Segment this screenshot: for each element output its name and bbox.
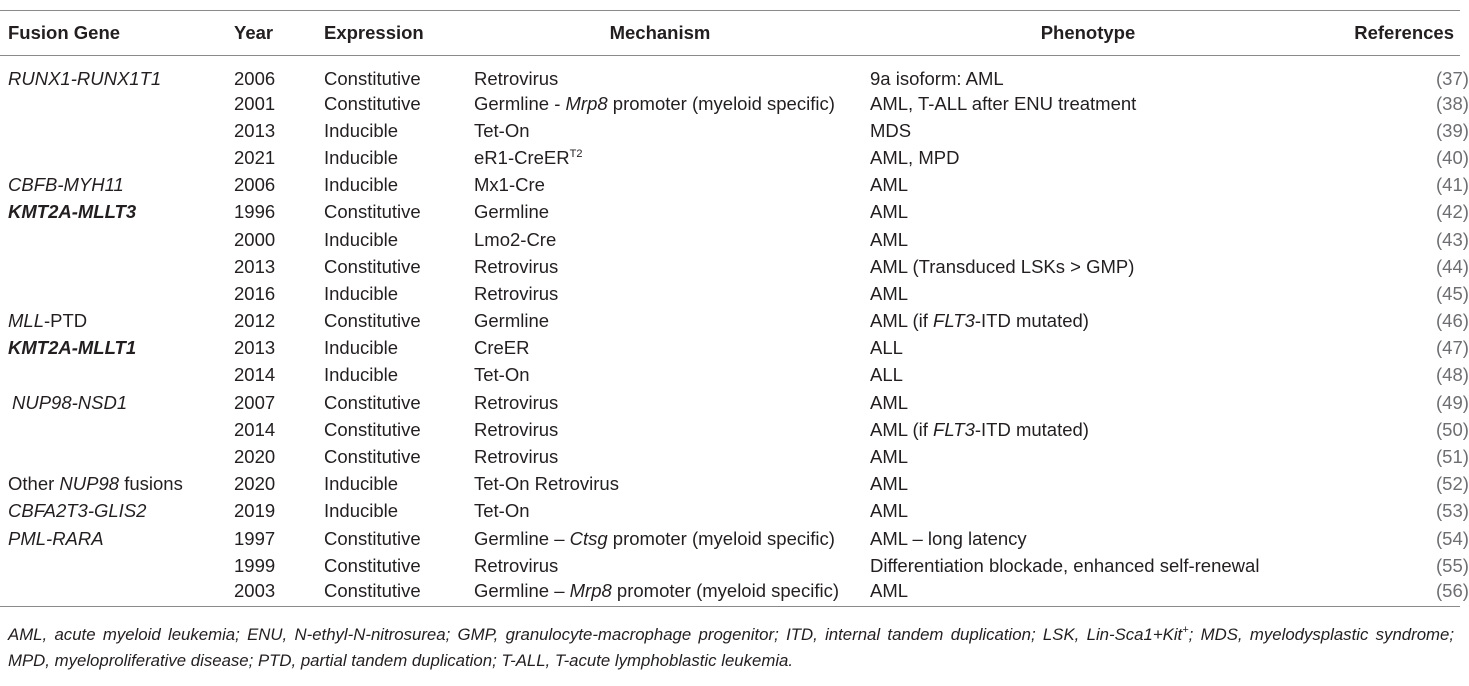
mechanism-cell: Tet-On [474, 500, 530, 522]
reference-cell: (55) [1436, 554, 1469, 576]
phenotype-text: AML (if [870, 310, 934, 332]
header-fusion-gene: Fusion Gene [0, 11, 222, 56]
reference-cell: (46) [1436, 310, 1469, 332]
expression-cell: Inducible [324, 282, 399, 304]
fusion-gene-cell [0, 117, 222, 144]
phenotype-text: -ITD mutated) [974, 310, 1089, 332]
reference-cell: (51) [1436, 446, 1469, 468]
mechanism-cell: Tet-On Retrovirus [474, 473, 619, 495]
year-cell: 2013 [234, 255, 276, 277]
expression-cell: Inducible [324, 473, 399, 495]
fusion-gene-cell [0, 416, 222, 443]
fusion-gene-cell [0, 253, 222, 280]
mechanism-text: eR1-CreER [474, 146, 570, 168]
fusion-gene-cell [0, 226, 222, 253]
year-cell: 2013 [234, 337, 276, 359]
table-row [0, 199, 1460, 226]
fusion-gene-cell: KMT2A-MLLT1 [8, 337, 137, 359]
phenotype-cell: AML [870, 473, 909, 495]
fusion-gene-table [0, 10, 1469, 607]
mechanism-cell: Tet-On [474, 119, 530, 141]
header-references: References [1318, 11, 1460, 56]
mechanism-cell: Retrovirus [474, 255, 559, 277]
reference-cell: (52) [1436, 473, 1469, 495]
year-cell: 2019 [234, 500, 276, 522]
table-row [0, 443, 1460, 470]
year-cell: 2001 [234, 92, 276, 114]
reference-cell: (50) [1436, 418, 1469, 440]
promoter-gene: Mrp8 [565, 92, 608, 114]
fusion-gene-cell [0, 443, 222, 470]
reference-cell: (42) [1436, 201, 1469, 223]
phenotype-cell: AML [870, 391, 909, 413]
footnote-superscript: + [1182, 624, 1189, 636]
table-row [0, 389, 1460, 416]
phenotype-cell [858, 308, 1318, 335]
phenotype-cell: AML [870, 500, 909, 522]
phenotype-cell: AML [870, 201, 909, 223]
table-row [0, 498, 1460, 525]
expression-cell: Constitutive [324, 579, 421, 601]
fusion-gene-cell [0, 471, 222, 498]
table-row [0, 56, 1460, 91]
gene-suffix: fusions [119, 473, 183, 495]
table-row [0, 362, 1460, 389]
year-cell: 2003 [234, 579, 276, 601]
fusion-gene-cell [0, 579, 222, 606]
phenotype-cell: AML [870, 446, 909, 468]
expression-cell: Inducible [324, 337, 399, 359]
year-cell: 1996 [234, 201, 276, 223]
table-row [0, 253, 1460, 280]
mechanism-cell: Germline [474, 310, 550, 332]
table-row [0, 90, 1460, 117]
table-row [0, 226, 1460, 253]
mechanism-text: promoter (myeloid specific) [607, 527, 835, 549]
expression-cell: Constitutive [324, 418, 421, 440]
phenotype-text: AML (if [870, 418, 934, 440]
reference-cell: (49) [1436, 391, 1469, 413]
promoter-gene: Ctsg [569, 527, 608, 549]
fusion-gene-cell: KMT2A-MLLT3 [8, 201, 137, 223]
phenotype-cell [858, 416, 1318, 443]
expression-cell: Constitutive [324, 92, 421, 114]
phenotype-cell: Differentiation blockade, enhanced self-renewal [870, 554, 1260, 576]
mechanism-cell: Retrovirus [474, 418, 559, 440]
reference-cell: (38) [1436, 92, 1469, 114]
gene-prefix: Other [8, 473, 60, 495]
reference-cell: (47) [1436, 337, 1469, 359]
reference-cell: (41) [1436, 174, 1469, 196]
year-cell: 2014 [234, 418, 276, 440]
mechanism-cell: CreER [474, 337, 530, 359]
gene-name: NUP98 [59, 473, 120, 495]
expression-cell: Inducible [324, 146, 399, 168]
phenotype-gene: FLT3 [933, 418, 975, 440]
phenotype-cell: AML [870, 228, 909, 250]
table-row [0, 579, 1460, 606]
mechanism-cell: Mx1-Cre [474, 174, 545, 196]
fusion-gene-cell: CBFB-MYH11 [8, 174, 124, 196]
reference-cell: (54) [1436, 527, 1469, 549]
mechanism-text: Germline - [474, 92, 566, 114]
fusion-gene-cell: NUP98-NSD1 [12, 391, 128, 413]
table-row [0, 525, 1460, 552]
reference-cell: (43) [1436, 228, 1469, 250]
table-row [0, 416, 1460, 443]
mechanism-cell [462, 579, 858, 606]
gene-suffix: -PTD [44, 310, 88, 332]
table-row [0, 172, 1460, 199]
phenotype-gene: FLT3 [933, 310, 975, 332]
fusion-gene-cell: CBFA2T3-GLIS2 [8, 500, 147, 522]
reference-cell: (45) [1436, 282, 1469, 304]
mechanism-cell [462, 525, 858, 552]
reference-cell: (48) [1436, 364, 1469, 386]
header-year: Year [222, 11, 312, 56]
phenotype-cell: MDS [870, 119, 912, 141]
mechanism-cell: Retrovirus [474, 391, 559, 413]
mechanism-text: promoter (myeloid specific) [607, 92, 835, 114]
year-cell: 2020 [234, 473, 276, 495]
expression-cell: Inducible [324, 119, 399, 141]
phenotype-text: -ITD mutated) [974, 418, 1089, 440]
header-mechanism: Mechanism [462, 11, 858, 56]
reference-cell: (37) [1436, 68, 1469, 89]
header-phenotype: Phenotype [858, 11, 1318, 56]
promoter-gene: Mrp8 [569, 579, 612, 601]
table-row [0, 280, 1460, 307]
year-cell: 2013 [234, 119, 276, 141]
year-cell: 2020 [234, 446, 276, 468]
reference-cell: (53) [1436, 500, 1469, 522]
expression-cell: Constitutive [324, 68, 421, 89]
footnote-text: ; MDS, myelodysplastic syndrome; MPD, myeloproliferative disease; PTD, partial tandem duplication; T-ALL, T-acute lymphoblastic leukemia. [8, 625, 1455, 670]
reference-cell: (39) [1436, 119, 1469, 141]
phenotype-cell: AML – long latency [870, 527, 1027, 549]
mechanism-text: Germline – [474, 527, 570, 549]
table-header-row [0, 11, 1460, 56]
mechanism-cell: Tet-On [474, 364, 530, 386]
year-cell: 1997 [234, 527, 276, 549]
mechanism-cell: Retrovirus [474, 282, 559, 304]
year-cell: 2007 [234, 391, 276, 413]
footnote-text: AML, acute myeloid leukemia; ENU, N-ethyl-N-nitrosurea; GMP, granulocyte-macrophage progenitor; ITD, internal tandem duplication; LSK, Lin-Sca1+Kit [8, 625, 1183, 644]
fusion-gene-cell [0, 362, 222, 389]
year-cell: 2006 [234, 174, 276, 196]
phenotype-cell: AML, T-ALL after ENU treatment [870, 92, 1137, 114]
table-row [0, 117, 1460, 144]
table-row [0, 308, 1460, 335]
mechanism-text: Germline – [474, 579, 570, 601]
year-cell: 2012 [234, 310, 276, 332]
fusion-gene-cell: PML-RARA [8, 527, 104, 549]
mechanism-cell [462, 90, 858, 117]
expression-cell: Constitutive [324, 446, 421, 468]
expression-cell: Inducible [324, 174, 399, 196]
mechanism-cell [462, 144, 858, 171]
phenotype-cell: AML [870, 174, 909, 196]
year-cell: 2021 [234, 146, 276, 168]
expression-cell: Constitutive [324, 554, 421, 576]
header-expression: Expression [312, 11, 462, 56]
table-row [0, 552, 1460, 579]
table-row [0, 335, 1460, 362]
year-cell: 2016 [234, 282, 276, 304]
expression-cell: Constitutive [324, 527, 421, 549]
expression-cell: Inducible [324, 364, 399, 386]
phenotype-cell: AML (Transduced LSKs > GMP) [870, 255, 1135, 277]
expression-cell: Constitutive [324, 255, 421, 277]
superscript: T2 [569, 147, 583, 160]
expression-cell: Constitutive [324, 201, 421, 223]
year-cell: 2006 [234, 68, 276, 89]
fusion-gene-cell: RUNX1-RUNX1T1 [8, 68, 162, 89]
year-cell: 2014 [234, 364, 276, 386]
table-row [0, 471, 1460, 498]
mechanism-text: promoter (myeloid specific) [611, 579, 839, 601]
expression-cell: Inducible [324, 228, 399, 250]
year-cell: 1999 [234, 554, 276, 576]
expression-cell: Constitutive [324, 391, 421, 413]
mechanism-cell: Retrovirus [474, 554, 559, 576]
reference-cell: (44) [1436, 255, 1469, 277]
mechanism-cell: Retrovirus [474, 68, 559, 89]
reference-cell: (56) [1436, 579, 1469, 601]
table-row [0, 144, 1460, 171]
phenotype-cell: AML, MPD [870, 146, 960, 168]
mechanism-cell: Germline [474, 201, 550, 223]
phenotype-cell: ALL [870, 364, 903, 386]
fusion-gene-cell [0, 144, 222, 171]
reference-cell: (40) [1436, 146, 1469, 168]
fusion-gene-cell [0, 308, 222, 335]
expression-cell: Inducible [324, 500, 399, 522]
mechanism-cell: Retrovirus [474, 446, 559, 468]
table-footnote [8, 622, 1454, 674]
phenotype-cell: 9a isoform: AML [870, 68, 1004, 89]
mechanism-cell: Lmo2-Cre [474, 228, 557, 250]
expression-cell: Constitutive [324, 310, 421, 332]
year-cell: 2000 [234, 228, 276, 250]
fusion-gene-cell [0, 90, 222, 117]
phenotype-cell: ALL [870, 337, 903, 359]
phenotype-cell: AML [870, 282, 909, 304]
fusion-gene-cell [0, 552, 222, 579]
phenotype-cell: AML [870, 579, 909, 601]
fusion-gene-cell [0, 280, 222, 307]
gene-name: MLL [8, 310, 44, 332]
